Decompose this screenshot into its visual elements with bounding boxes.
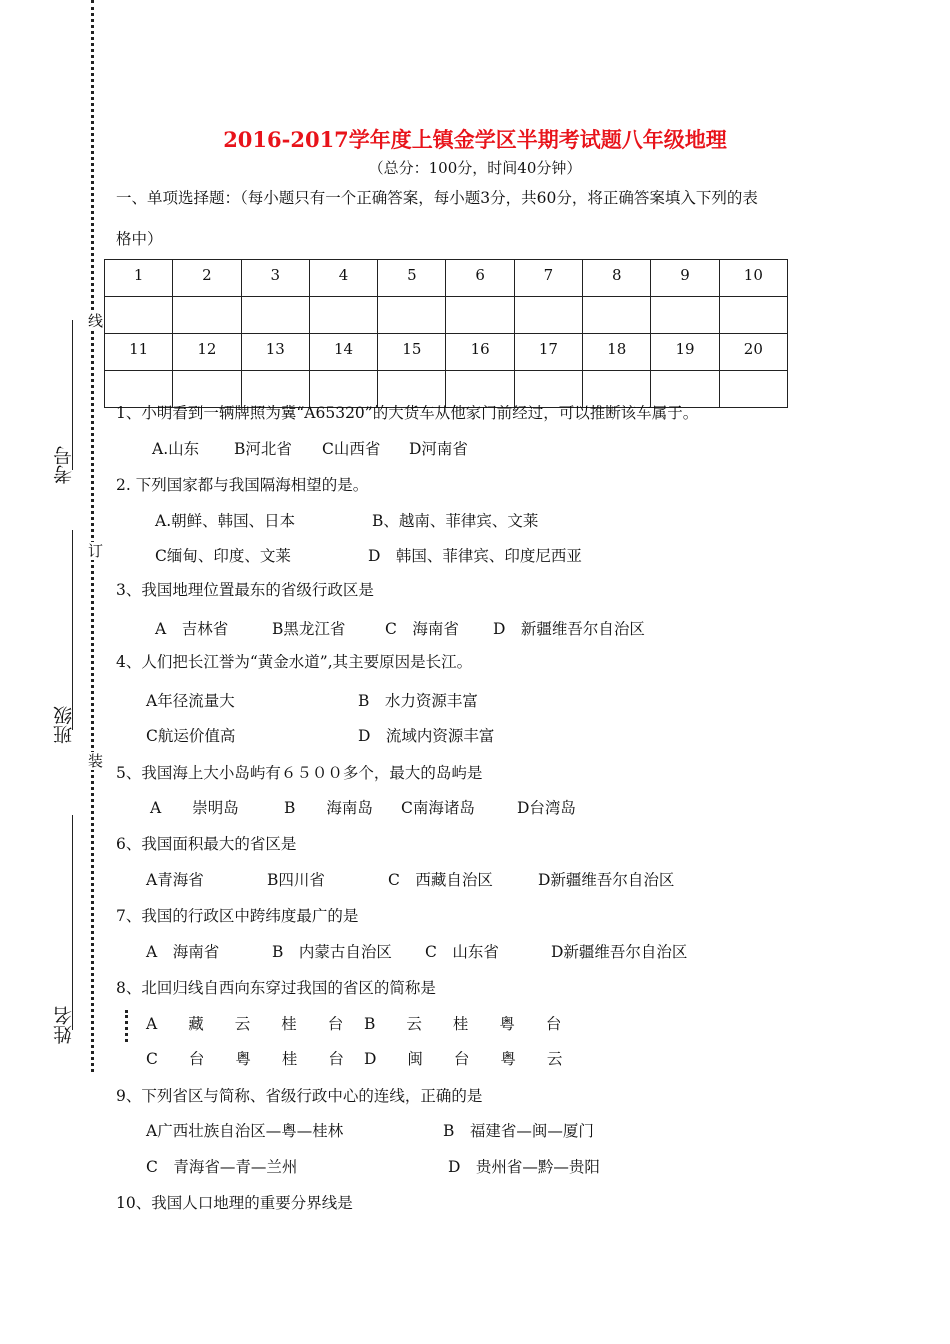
answer-number-cell: 10 bbox=[719, 260, 787, 297]
question-10-stem: 10、我国人口地理的重要分界线是 bbox=[116, 1194, 353, 1212]
q2-option-b: B、越南、菲律宾、文莱 bbox=[372, 512, 539, 530]
q5-option-d: D台湾岛 bbox=[517, 799, 576, 817]
answer-number-cell: 6 bbox=[446, 260, 514, 297]
exam-title: 2016-2017学年度上镇金学区半期考试题八年级地理 bbox=[223, 127, 727, 152]
q6-option-b: B四川省 bbox=[267, 871, 325, 889]
answer-blank-cell[interactable] bbox=[651, 297, 719, 334]
question-2-stem: 2. 下列国家都与我国隔海相望的是。 bbox=[116, 476, 369, 494]
q2-option-d: D 韩国、菲律宾、印度尼西亚 bbox=[368, 547, 582, 565]
answer-number-cell: 14 bbox=[309, 334, 377, 371]
answer-blank-cell[interactable] bbox=[241, 297, 309, 334]
section-instruction: 一、单项选择题：（每小题只有一个正确答案，每小题3分，共60分，将正确答案填入下列的表 bbox=[116, 189, 758, 207]
question-1-stem: 1、小明看到一辆牌照为冀“A65320”的大货车从他家门前经过，可以推断该车属于。 bbox=[116, 404, 699, 422]
q2-option-c: C缅甸、印度、文莱 bbox=[155, 547, 291, 565]
margin-dots bbox=[125, 1010, 128, 1042]
q1-option-b: B河北省 bbox=[234, 440, 292, 458]
q1-option-c: C山西省 bbox=[322, 440, 381, 458]
q3-option-b: B黑龙江省 bbox=[272, 620, 346, 638]
answer-blank-cell[interactable] bbox=[719, 371, 787, 408]
q9-option-c: C 青海省—青—兰州 bbox=[146, 1158, 298, 1176]
answer-number-cell: 18 bbox=[583, 334, 651, 371]
name-underline bbox=[72, 815, 73, 1030]
q7-option-d: D新疆维吾尔自治区 bbox=[551, 943, 688, 961]
q5-option-a: A 崇明岛 bbox=[150, 799, 239, 817]
answer-number-cell: 15 bbox=[378, 334, 446, 371]
q3-option-c: C 海南省 bbox=[385, 620, 459, 638]
answer-number-cell: 4 bbox=[309, 260, 377, 297]
answer-number-cell: 17 bbox=[514, 334, 582, 371]
q7-option-c: C 山东省 bbox=[425, 943, 499, 961]
answer-number-cell: 11 bbox=[105, 334, 173, 371]
class-label: 班级 bbox=[53, 706, 75, 744]
q5-option-b: B 海南岛 bbox=[284, 799, 373, 817]
q4-option-d: D 流域内资源丰富 bbox=[358, 727, 495, 745]
q6-option-d: D新疆维吾尔自治区 bbox=[538, 871, 675, 889]
q8-option-b: B 云 桂 粤 台 bbox=[364, 1015, 562, 1033]
question-4-stem: 4、人们把长江誉为“黄金水道”,其主要原因是长江。 bbox=[116, 653, 473, 671]
question-3-stem: 3、我国地理位置最东的省级行政区是 bbox=[116, 581, 374, 599]
q9-option-d: D 贵州省—黔—贵阳 bbox=[448, 1158, 600, 1176]
q8-option-a: A 藏 云 桂 台 bbox=[146, 1015, 344, 1033]
answer-number-cell: 2 bbox=[173, 260, 241, 297]
answer-number-cell: 1 bbox=[105, 260, 173, 297]
answer-blank-cell[interactable] bbox=[173, 297, 241, 334]
answer-number-cell: 7 bbox=[514, 260, 582, 297]
question-5-stem: 5、我国海上大小岛屿有６５００多个，最大的岛屿是 bbox=[116, 764, 483, 782]
q2-option-a: A.朝鲜、韩国、日本 bbox=[155, 512, 296, 530]
exam-number-underline bbox=[72, 320, 73, 470]
answer-blank-cell[interactable] bbox=[514, 297, 582, 334]
q4-option-a: A年径流量大 bbox=[146, 692, 235, 710]
question-7-stem: 7、我国的行政区中跨纬度最广的是 bbox=[116, 907, 359, 925]
q9-option-a: A广西壮族自治区—粤—桂林 bbox=[146, 1122, 344, 1140]
q3-option-d: D 新疆维吾尔自治区 bbox=[493, 620, 645, 638]
binding-line-char: 线 bbox=[88, 312, 104, 330]
q5-option-c: C南海诸岛 bbox=[401, 799, 475, 817]
question-8-stem: 8、北回归线自西向东穿过我国的省区的简称是 bbox=[116, 979, 436, 997]
answer-blank-cell[interactable] bbox=[583, 297, 651, 334]
q4-option-b: B 水力资源丰富 bbox=[358, 692, 478, 710]
answer-number-cell: 20 bbox=[719, 334, 787, 371]
q8-option-d: D 闽 台 粤 云 bbox=[364, 1050, 563, 1068]
answer-blank-cell[interactable] bbox=[719, 297, 787, 334]
q1-option-d: D河南省 bbox=[409, 440, 468, 458]
question-6-stem: 6、我国面积最大的省区是 bbox=[116, 835, 297, 853]
answer-blank-cell[interactable] bbox=[446, 297, 514, 334]
exam-number-label: 考号 bbox=[53, 446, 75, 484]
answer-number-row bbox=[105, 334, 788, 371]
answer-number-cell: 8 bbox=[583, 260, 651, 297]
section-instruction-cont: 格中） bbox=[116, 230, 163, 248]
exam-subtitle: （总分：100分，时间40分钟） bbox=[368, 159, 582, 177]
answer-number-cell: 5 bbox=[378, 260, 446, 297]
answer-number-cell: 16 bbox=[446, 334, 514, 371]
q6-option-c: C 西藏自治区 bbox=[388, 871, 493, 889]
class-underline bbox=[72, 530, 73, 730]
q7-option-a: A 海南省 bbox=[146, 943, 220, 961]
question-9-stem: 9、下列省区与简称、省级行政中心的连线，正确的是 bbox=[116, 1087, 483, 1105]
answer-number-row bbox=[105, 260, 788, 297]
name-label: 姓名 bbox=[53, 1006, 75, 1044]
q8-option-c: C 台 粤 桂 台 bbox=[146, 1050, 344, 1068]
answer-number-cell: 13 bbox=[241, 334, 309, 371]
answer-blank-row bbox=[105, 297, 788, 334]
binding-bind-char: 装 bbox=[88, 752, 104, 770]
answer-table bbox=[104, 259, 788, 408]
answer-blank-cell[interactable] bbox=[105, 297, 173, 334]
q4-option-c: C航运价值高 bbox=[146, 727, 236, 745]
answer-number-cell: 12 bbox=[173, 334, 241, 371]
answer-blank-cell[interactable] bbox=[378, 297, 446, 334]
answer-number-cell: 9 bbox=[651, 260, 719, 297]
q1-option-a: A.山东 bbox=[152, 440, 200, 458]
answer-blank-cell[interactable] bbox=[309, 297, 377, 334]
q3-option-a: A 吉林省 bbox=[155, 620, 229, 638]
q6-option-a: A青海省 bbox=[146, 871, 204, 889]
answer-number-cell: 19 bbox=[651, 334, 719, 371]
answer-number-cell: 3 bbox=[241, 260, 309, 297]
q9-option-b: B 福建省—闽—厦门 bbox=[443, 1122, 594, 1140]
binding-order-char: 订 bbox=[88, 542, 104, 560]
q7-option-b: B 内蒙古自治区 bbox=[272, 943, 392, 961]
